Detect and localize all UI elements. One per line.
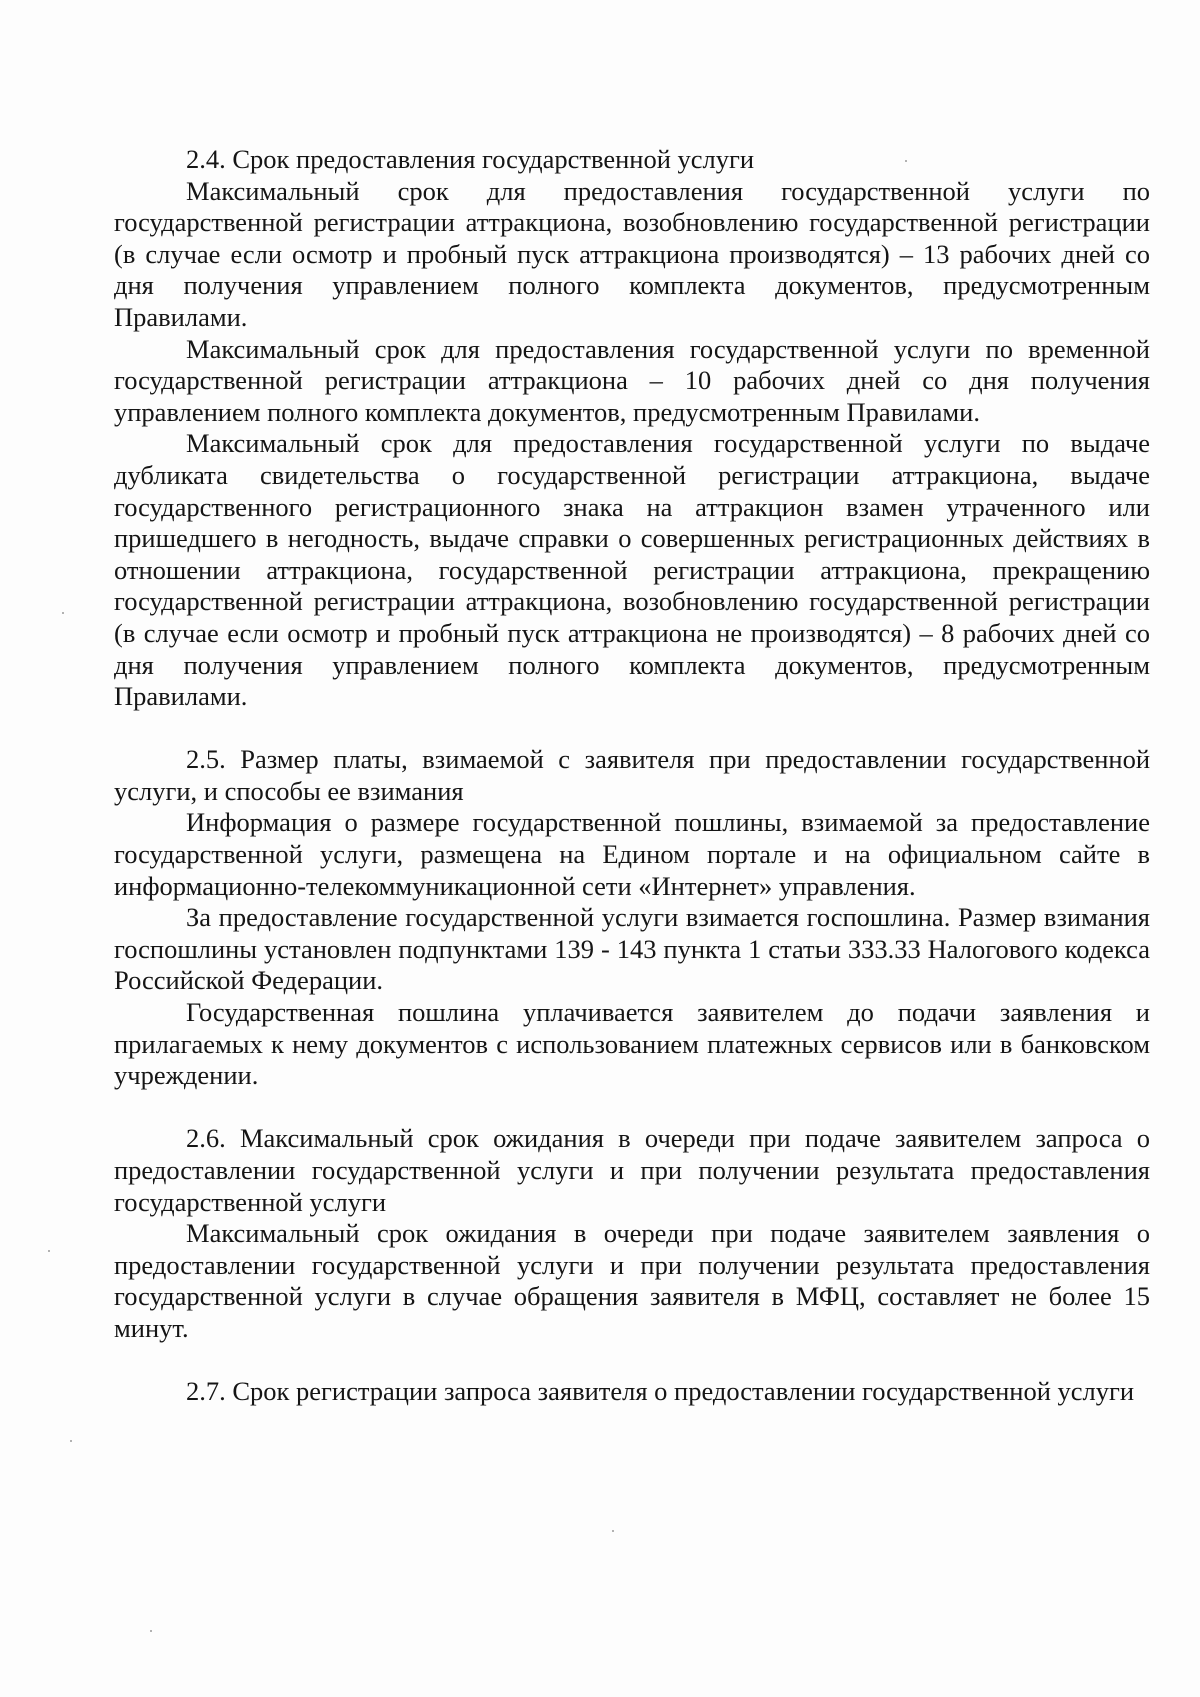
document-body: [114, 144, 1150, 1408]
scan-speck: [62, 612, 64, 614]
scan-speck: [70, 1440, 72, 1442]
section-heading-2-6: 2.6. Максимальный срок ожидания в очереди при подаче заявителем запроса о предоставлении государственной услуги и при получении результата предоставления государственной услуги: [114, 1123, 1150, 1217]
section-heading-2-5: 2.5. Размер платы, взимаемой с заявителя при предоставлении государственной услуги, и способы ее взимания: [114, 744, 1150, 806]
paragraph: Максимальный срок для предоставления государственной услуги по государственной регистрации аттракциона, возобновлению государственной регистрации (в случае если осмотр и пробный пуск аттракциона производятся) – 13 рабочих дней со дня получения управлением полного комплекта документов, предусмотренным Правилами.: [114, 175, 1150, 332]
scan-speck: [612, 1530, 614, 1532]
paragraph: Максимальный срок для предоставления государственной услуги по выдаче дубликата свидетельства о государственной регистрации аттракциона, выдаче государственного регистрационного знака на аттракцион взамен утраченного или пришедшего в негодность, выдаче справки о совершенных регистрационных действиях в отношении аттракциона, государственной регистрации аттракциона, прекращению государственной регистрации аттракциона, возобновлению государственной регистрации (в случае если осмотр и пробный пуск аттракциона не производятся) – 8 рабочих дней со дня получения управлением полного комплекта документов, предусмотренным Правилами.: [114, 428, 1150, 712]
paragraph: Максимальный срок ожидания в очереди при подаче заявителем заявления о предоставлении государственной услуги и при получении результата предоставления государственной услуги в случае обращения заявителя в МФЦ, составляет не более 15 минут.: [114, 1218, 1150, 1343]
section-heading-2-4: 2.4. Срок предоставления государственной услуги: [186, 144, 755, 174]
scan-speck: [48, 1250, 50, 1252]
paragraph: Информация о размере государственной пошлины, взимаемой за предоставление государственной услуги, размещена на Едином портале и на официальном сайте в информационно-телекоммуникационной сети «Интернет» управления.: [114, 807, 1150, 901]
paragraph: Государственная пошлина уплачивается заявителем до подачи заявления и прилагаемых к нему документов с использованием платежных сервисов или в банковском учреждении.: [114, 997, 1150, 1091]
paragraph: Максимальный срок для предоставления государственной услуги по временной государственной регистрации аттракциона – 10 рабочих дней со дня получения управлением полного комплекта документов, предусмотренным Правилами.: [114, 333, 1150, 427]
section-heading-2-7: 2.7. Срок регистрации запроса заявителя о предоставлении государственной услуги: [186, 1376, 1135, 1407]
scan-speck: [150, 1630, 152, 1632]
paragraph: За предоставление государственной услуги взимается госпошлина. Размер взимания госпошлины установлен подпунктами 139 - 143 пункта 1 статьи 333.33 Налогового кодекса Российской Федерации.: [114, 902, 1150, 996]
